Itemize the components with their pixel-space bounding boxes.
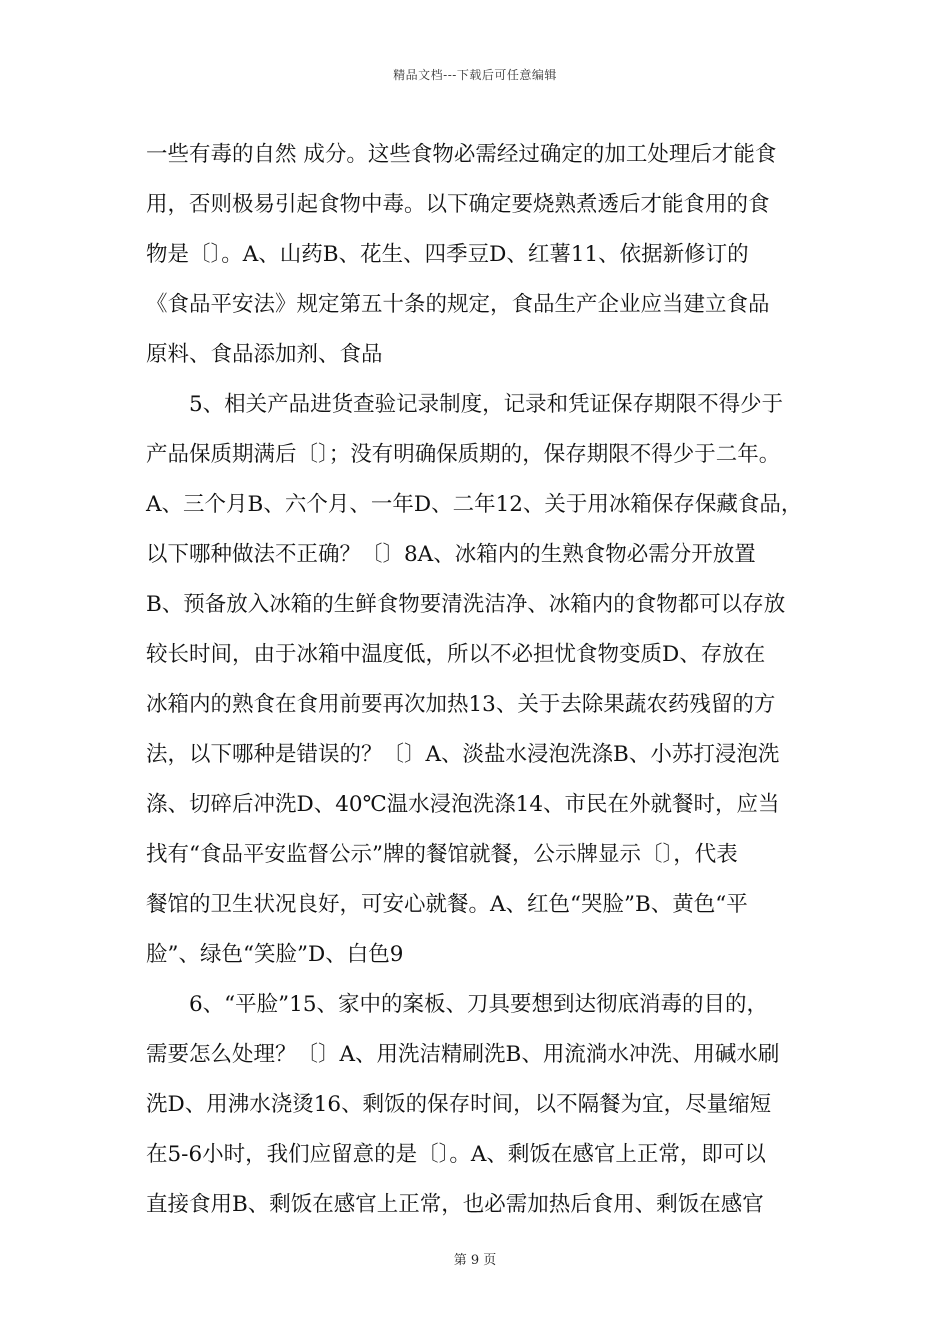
text-line: 以下哪种做法不正确？〔〕8A、冰箱内的生熟食物必需分开放置 [146,542,756,567]
text-line: 法，以下哪种是错误的？〔〕A、淡盐水浸泡洗涤B、小苏打浸泡洗 [146,742,780,767]
text-line: 需要怎么处理？〔〕A、用洗洁精刷洗B、用流淌水冲洗、用碱水刷 [146,1042,780,1067]
page-header: 精品文档---下载后可任意编辑 [393,68,557,82]
document-body [146,130,818,1230]
text-line: 物是〔〕。A、山药B、花生、四季豆D、红薯11、依据新修订的 [146,242,749,267]
text-line: 涤、切碎后冲洗D、40℃温水浸泡洗涤14、市民在外就餐时，应当 [146,792,780,817]
text-line: 原料、食品添加剂、食品 [146,342,383,367]
text-line: 洗D、用沸水浇烫16、剩饭的保存时间，以不隔餐为宜，尽量缩短 [146,1092,772,1117]
text-line: 《食品平安法》规定第五十条的规定，食品生产企业应当建立食品 [146,292,770,317]
paragraph-start-line: 6、“平脸”15、家中的案板、刀具要想到达彻底消毒的目的， [189,992,769,1017]
text-line: B、预备放入冰箱的生鲜食物要清洗洁净、冰箱内的食物都可以存放 [146,592,786,617]
paragraph-start-line: 5、相关产品进货查验记录制度，记录和凭证保存期限不得少于 [189,392,784,417]
text-line: 在5-6小时，我们应留意的是〔〕。A、剩饭在感官上正常，即可以 [146,1142,766,1167]
text-line: 脸”、绿色“笑脸”D、白色9 [146,942,404,967]
page-number: 第 9 页 [453,1253,497,1268]
text-line: 用，否则极易引起食物中毒。以下确定要烧熟煮透后才能食用的食 [146,192,770,217]
text-line: 餐馆的卫生状况良好，可安心就餐。A、红色“哭脸”B、黄色“平 [146,892,748,917]
text-line: 直接食用B、剩饭在感官上正常，也必需加热后食用、剩饭在感官 [146,1192,764,1217]
text-line: 找有“食品平安监督公示”牌的餐馆就餐，公示牌显示〔〕，代表 [146,842,738,867]
text-line: 较长时间，由于冰箱中温度低，所以不必担忧食物变质D、存放在 [146,642,766,667]
text-line: A、三个月B、六个月、一年D、二年12、关于用冰箱保存保藏食品， [146,492,803,517]
text-line: 冰箱内的熟食在食用前要再次加热13、关于去除果蔬农药残留的方 [146,692,776,717]
text-line: 一些有毒的自然 成分。这些食物必需经过确定的加工处理后才能食 [146,142,777,167]
text-line: 产品保质期满后〔〕；没有明确保质期的，保存期限不得少于二年。 [146,442,781,467]
